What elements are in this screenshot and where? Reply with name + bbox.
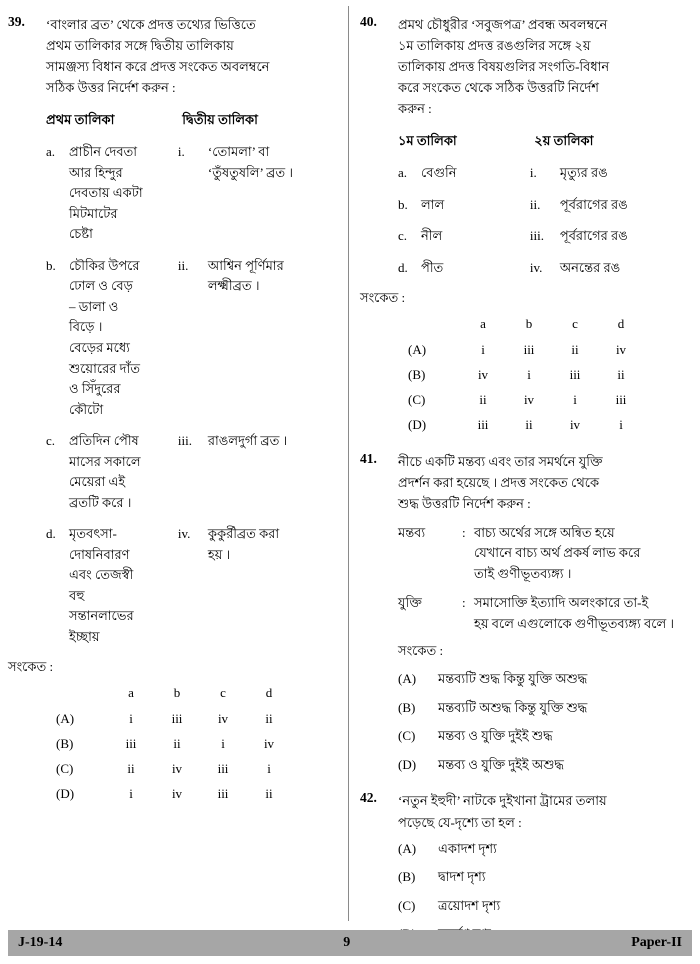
item-text [208,142,338,245]
item-text [69,431,178,513]
stem-line: প্রথম তালিকার সঙ্গে দ্বিতীয় তালিকায় [46,38,234,54]
option-key: (D) [56,786,75,802]
stem-line: পড়েছে যে-দৃশ্যে তা হল : [398,814,522,830]
stem-line: করুন : [398,101,432,117]
option-value: i [267,761,271,777]
option-value: i [481,342,485,358]
item-key: c. [46,433,56,449]
column-header: a [128,685,134,701]
match-pair-row [46,142,338,245]
item-key: a. [46,144,56,160]
option-text: মন্তব্যটি শুদ্ধ কিন্তু যুক্তি অশুদ্ধ [438,671,588,687]
stem-line: সঠিক উত্তর নির্দেশ করুন : [46,80,176,96]
reason-label: যুক্তি [398,594,422,610]
item-line: এবং তেজস্বী [69,567,134,583]
item-line: কৌটো [69,401,104,417]
item-line: ‘তুঁষতুষলি’ ব্রত । [207,164,293,180]
option-value: ii [571,342,579,358]
match-pair-row [46,524,338,647]
option-key: (D) [398,756,417,772]
column-header: d [617,316,625,332]
answer-table [408,316,690,433]
option-value: iii [217,786,229,802]
question-40 [360,14,690,433]
footer-page-number: 9 [343,935,351,950]
item-line: অনন্তের রঙ [559,259,621,275]
first-list-item [398,195,530,216]
question-number: 40. [360,14,377,29]
item-line: মৃত্যুর রঙ [559,165,608,181]
item-key: i. [529,165,537,181]
footer-code: J-19-14 [18,935,63,950]
options-list [398,839,690,944]
option-value: ii [617,367,625,383]
item-key: ii. [529,196,541,212]
item-line: দেবতায় একটা [69,185,143,201]
match-pair-row [398,258,690,279]
second-list-item [530,226,690,247]
option-value: i [221,736,225,752]
question-42 [360,790,690,943]
item-text [421,163,530,184]
item-line: মিটমাটের [69,205,118,221]
option-value: ii [479,392,487,408]
item-line: মাসের সকালে [69,453,141,469]
option-value: ii [265,786,273,802]
item-key: d. [398,259,408,275]
item-line: প্রাচীন দেবতা [69,144,138,160]
answer-table-header [408,316,690,332]
item-line: বেড়ের মধ্যে [69,339,130,355]
item-text [421,226,530,247]
item-line: সন্তানলাভের [69,608,134,624]
column-header: b [173,685,181,701]
item-line: ব্রতটি করে । [69,494,132,510]
stem-line: ‘নতুন ইহুদী’ নাটকে দুইখানা ট্রামের তলায় [398,793,607,809]
answer-option-row[interactable] [408,417,690,433]
answer-option-row[interactable] [56,711,338,727]
second-list-item [530,258,690,279]
question-number: 41. [360,451,377,467]
option-text: মন্তব্য ও যুক্তি দুইই অশুদ্ধ [438,756,564,772]
item-line: রাঙলদুর্গা ব্রত । [207,433,288,449]
option-value: iii [217,761,229,777]
option-value: iv [523,392,535,408]
first-list-item [398,226,530,247]
statement-line: বাচ্য অর্থের সঙ্গে অন্বিত হয়ে [474,524,615,540]
statement-line: তাই গুণীভূতব্যঙ্গ্য । [474,566,572,582]
item-text [69,256,178,420]
item-line: ইচ্ছায় [69,628,100,644]
option-value: ii [173,736,181,752]
item-line: ঢোল ও বেড় [69,278,133,294]
item-line: শুয়োরের দাঁত [69,360,140,376]
item-line: আর হিন্দুর [69,164,123,180]
option-value: iii [125,736,137,752]
item-line: চৌকির উপরে [69,257,140,273]
column-divider [348,6,349,921]
answer-option-row[interactable] [408,367,690,383]
item-line: মেয়েরা এই [69,474,126,490]
option-value: iii [569,367,581,383]
first-list-item [46,431,178,513]
item-line: দোষনিবারণ [69,546,130,562]
item-line: পূর্বরাগের রঙ [559,228,628,244]
match-pair-row [398,195,690,216]
option-value: iv [217,711,229,727]
item-key: i. [177,144,185,160]
sanket-label: সংকেত : [360,290,406,306]
reason-row [398,593,690,635]
reason-line: সমাসোক্তি ইত্যাদি অলংকারে তা-ই [474,594,649,610]
option-key: (C) [398,728,416,744]
item-text [560,258,690,279]
item-line: ও সিঁদুরের [69,381,121,397]
match-pairs [46,142,338,647]
list-headers [398,132,690,153]
answer-option-row[interactable] [408,392,690,408]
option-c[interactable] [398,726,690,746]
match-pair-row [46,256,338,420]
item-key: a. [398,165,408,181]
first-list-header: প্রথম তালিকা [46,112,115,128]
sanket-label: সংকেত : [8,659,54,675]
first-list-item [46,256,178,420]
statement-line: যেখানে বাচ্য অর্থ প্রকর্ষ লাভ করে [474,545,641,561]
answer-option-row[interactable] [408,342,690,358]
option-value: i [129,786,133,802]
option-value: iv [263,736,275,752]
sanket-label: সংকেত : [398,643,444,659]
item-line: লক্ষ্মীব্রত । [207,278,260,294]
stem-line: করে সংকেত থেকে সঠিক উত্তরটি নির্দেশ [398,80,599,96]
first-list-item [398,258,530,279]
item-line: হয় । [207,546,231,562]
item-line: ‘তোমলা’ বা [207,144,270,160]
column-header: a [480,316,486,332]
item-text [421,258,530,279]
reason-line: হয় বলে এগুলোকে গুণীভূতব্যঙ্গ্য বলে । [474,615,675,631]
option-value: iv [477,367,489,383]
first-list-item [398,163,530,184]
left-column [8,0,338,816]
options-list [398,669,690,774]
item-text [560,226,690,247]
item-key: iii. [177,433,192,449]
item-key: d. [46,526,56,542]
stem-line: শুদ্ধ উত্তরটি নির্দেশ করুন : [398,496,531,512]
option-value: ii [127,761,135,777]
item-line: কুকুর্রীব্রত করা [207,526,280,542]
stem-line: নীচে একটি মন্তব্য এবং তার সমর্থনে যুক্তি [398,454,603,470]
assertion-reason-block [398,523,690,635]
statement-row [398,523,690,585]
stem-line: ১ম তালিকায় প্রদত্ত রঙগুলির সঙ্গে ২য় [398,38,591,54]
option-key: (B) [398,869,416,885]
option-value: iii [615,392,627,408]
option-value: iii [523,342,535,358]
column-header: b [525,316,533,332]
stem-line: প্রদর্শন করা হয়েছে । প্রদত্ত সংকেত থেকে [398,475,600,491]
option-key: (C) [408,392,426,408]
item-line: প্রতিদিন পৌষ [69,433,139,449]
item-key: iv. [177,526,191,542]
question-number: 39. [8,14,25,29]
option-key: (A) [408,342,427,358]
option-value: i [129,711,133,727]
stem-line: তালিকায় প্রদত্ত বিষয়গুলির সংগতি-বিধান [398,59,610,75]
answer-option-row[interactable] [56,786,338,802]
option-key: (B) [408,367,426,383]
question-stem [46,14,338,98]
option-b[interactable] [398,698,690,718]
item-key: ii. [177,257,189,273]
item-line: মৃতবৎসা- [69,526,117,542]
second-list-item [530,195,690,216]
question-stem [398,451,690,514]
second-list-item [178,256,338,420]
item-key: iv. [529,259,543,275]
question-stem [398,790,690,832]
option-key: (B) [56,736,74,752]
footer-paper-label: Paper-II [631,935,682,950]
option-key: (A) [398,671,417,687]
item-key: iii. [529,228,544,244]
page-footer [8,930,692,956]
option-value: iii [171,711,183,727]
list-headers [46,111,338,132]
column-header: c [572,316,578,332]
item-text [421,195,530,216]
second-list-item [178,524,338,647]
option-key: (D) [408,417,427,433]
item-line: – ডালা ও [69,298,119,314]
question-39 [8,14,338,802]
option-value: i [573,392,577,408]
first-list-header: ১ম তালিকা [398,133,457,149]
question-number: 42. [360,790,377,806]
answer-option-row[interactable] [56,736,338,752]
second-list-item [530,163,690,184]
column-header: d [265,685,273,701]
column-header: c [220,685,226,701]
question-stem [398,14,690,119]
option-a[interactable] [398,669,690,689]
option-key: (C) [398,897,416,913]
second-list-item [178,431,338,513]
item-line: নীল [421,228,443,244]
option-value: iv [171,786,183,802]
item-line: আশ্বিন পূর্ণিমার [207,257,284,273]
option-text: দ্বাদশ দৃশ্য [438,869,486,885]
option-text: একাদশ দৃশ্য [438,840,497,856]
match-pair-row [398,226,690,247]
stem-line: সামঞ্জস্য বিধান করে প্রদত্ত সংকেত অবলম্বনে [46,59,270,75]
option-value: iv [569,417,581,433]
option-d[interactable] [398,755,690,775]
option-value: i [619,417,623,433]
option-key: (A) [56,711,75,727]
item-text [208,256,338,420]
item-line: পূর্বরাগের রঙ [559,196,628,212]
item-key: c. [398,228,408,244]
match-pairs [398,163,690,278]
answer-table [56,685,338,802]
first-list-item [46,524,178,647]
option-b[interactable] [398,867,690,887]
option-text: মন্তব্য ও যুক্তি দুইই শুদ্ধ [438,728,553,744]
option-value: ii [525,417,533,433]
item-text [208,431,338,513]
item-line: বহু [69,587,85,603]
item-line: পীত [421,259,444,275]
item-text [560,163,690,184]
item-text [208,524,338,647]
item-line: বিড়ে । [69,319,103,335]
second-list-header: দ্বিতীয় তালিকা [182,112,258,128]
item-text [560,195,690,216]
option-value: iv [615,342,627,358]
item-line: চেষ্টা [69,226,93,242]
option-a[interactable] [398,839,690,859]
item-text [69,524,178,647]
item-line: বেগুনি [421,165,457,181]
item-key: b. [46,257,56,273]
option-text: মন্তব্যটি অশুদ্ধ কিন্তু যুক্তি শুদ্ধ [438,699,588,715]
first-list-item [46,142,178,245]
item-text [69,142,178,245]
item-key: b. [398,196,408,212]
option-c[interactable] [398,896,690,916]
match-pair-row [398,163,690,184]
option-value: iii [477,417,489,433]
stem-line: প্রমথ চৌধুরীর ‘সবুজপত্র’ প্রবন্ধ অবলম্বনে [398,17,608,32]
colon: : [462,524,466,540]
match-pair-row [46,431,338,513]
statement-label: মন্তব্য [398,524,426,540]
stem-line: ‘বাংলার ব্রত’ থেকে প্রদত্ত তথ্যের ভিত্তিতে [46,17,256,32]
option-key: (C) [56,761,74,777]
reason-text [474,593,690,635]
answer-option-row[interactable] [56,761,338,777]
statement-text [474,523,690,585]
option-value: iv [171,761,183,777]
item-line: লাল [421,196,445,212]
option-key: (A) [398,840,417,856]
option-key: (B) [398,699,416,715]
option-text: ত্রয়োদশ দৃশ্য [438,897,501,913]
option-value: ii [265,711,273,727]
second-list-header: ২য় তালিকা [534,133,594,149]
option-value: i [527,367,531,383]
second-list-item [178,142,338,245]
answer-table-header [56,685,338,701]
colon: : [462,594,466,610]
right-column [360,0,690,958]
question-41 [360,451,690,774]
